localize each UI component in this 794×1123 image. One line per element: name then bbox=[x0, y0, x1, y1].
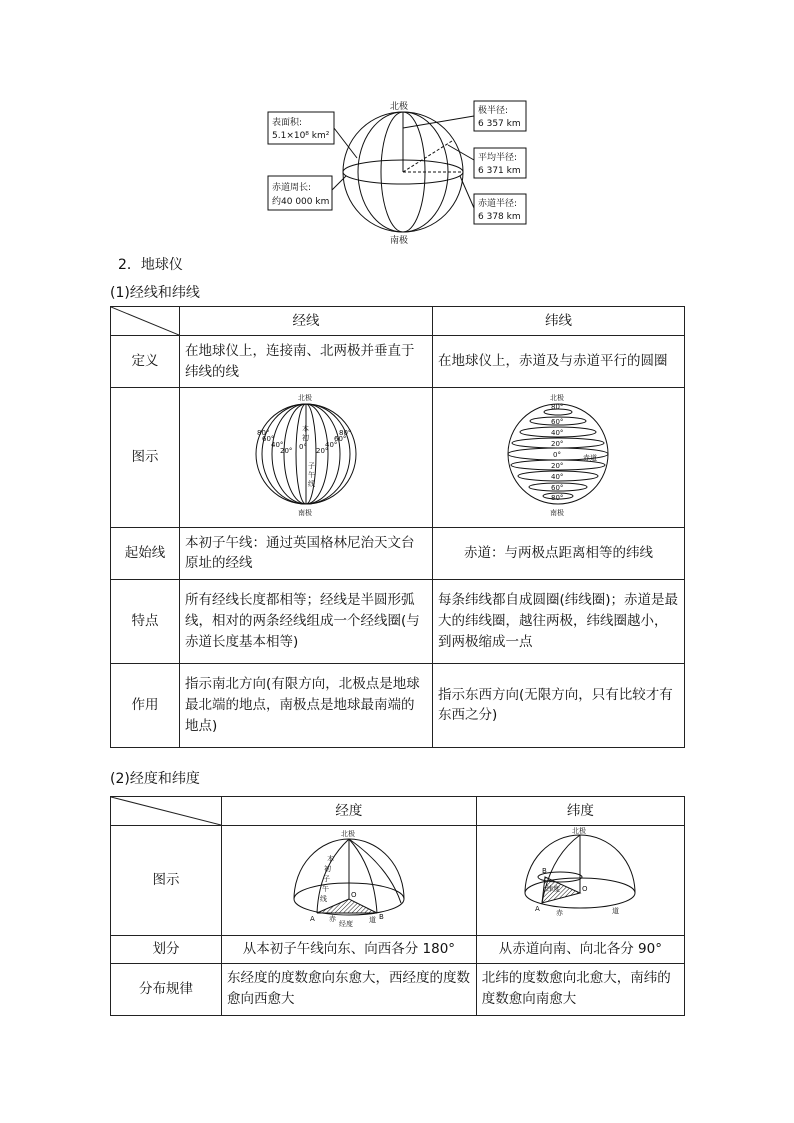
row-label-function: 作用 bbox=[111, 663, 180, 747]
longitude-latitude-table bbox=[110, 796, 685, 1016]
latitude-hemisphere-figure bbox=[520, 827, 640, 927]
longitude-distribution: 东经度的度数愈向东愈大，西经度的度数愈向西愈大 bbox=[222, 963, 477, 1015]
svg-text:20°: 20° bbox=[315, 447, 329, 455]
svg-text:60°: 60° bbox=[261, 435, 275, 443]
svg-text:40°: 40° bbox=[324, 441, 338, 449]
meridian-features: 所有经线长度都相等；经线是半圆形弧线，相对的两条经线组成一个经线圈(与赤道长度基本相等) bbox=[180, 579, 433, 663]
svg-text:午: 午 bbox=[321, 885, 329, 893]
col-header-parallel: 纬线 bbox=[432, 307, 684, 336]
svg-text:O: O bbox=[350, 891, 357, 899]
corner-cell bbox=[111, 307, 180, 336]
fig-equator-label: 赤道 bbox=[583, 454, 598, 462]
col-header-latitude: 纬度 bbox=[476, 797, 684, 826]
svg-text:40°: 40° bbox=[270, 441, 284, 449]
meridian-start-line: 本初子午线：通过英国格林尼治天文台原址的经线 bbox=[180, 527, 433, 579]
col-header-longitude: 经度 bbox=[222, 797, 477, 826]
meridian-figure-cell bbox=[180, 388, 433, 528]
earth-dimensions-figure bbox=[262, 98, 537, 246]
svg-text:北极: 北极 bbox=[340, 830, 355, 838]
svg-text:北极: 北极 bbox=[550, 394, 565, 402]
polar-radius-value: 6 357 km bbox=[478, 119, 521, 129]
svg-text:线: 线 bbox=[307, 480, 315, 488]
svg-text:本: 本 bbox=[326, 855, 334, 863]
svg-text:午: 午 bbox=[307, 471, 315, 479]
svg-text:0°: 0° bbox=[298, 443, 307, 451]
svg-text:初: 初 bbox=[323, 865, 331, 873]
south-pole-label: 南极 bbox=[390, 236, 409, 246]
svg-text:20°: 20° bbox=[551, 462, 564, 470]
svg-text:80°: 80° bbox=[551, 403, 564, 411]
equator-length-value: 约40 000 km bbox=[272, 197, 330, 207]
longitude-division: 从本初子午线向东、向西各分 180° bbox=[222, 935, 477, 963]
fig-north-label: 北极 bbox=[297, 394, 312, 402]
row-label-division: 划分 bbox=[111, 935, 222, 963]
section-title: 2．地球仪 bbox=[118, 257, 183, 273]
svg-text:B: B bbox=[378, 913, 384, 921]
svg-text:纬度: 纬度 bbox=[546, 885, 561, 893]
svg-text:O: O bbox=[582, 885, 588, 893]
svg-text:80°: 80° bbox=[551, 494, 564, 502]
svg-text:0°: 0° bbox=[553, 451, 562, 459]
polar-radius-label: 极半径: bbox=[478, 106, 509, 116]
svg-text:子: 子 bbox=[307, 462, 315, 470]
corner-cell-2 bbox=[111, 797, 222, 826]
svg-text:A: A bbox=[309, 915, 315, 923]
subsection-title-1: (1)经线和纬线 bbox=[110, 285, 200, 301]
equator-radius-label: 赤道半径: bbox=[478, 199, 518, 209]
svg-text:60°: 60° bbox=[333, 435, 347, 443]
svg-text:初: 初 bbox=[301, 434, 309, 442]
svg-text:赤: 赤 bbox=[328, 915, 336, 923]
meridian-parallel-table bbox=[110, 306, 685, 748]
svg-text:本: 本 bbox=[301, 425, 309, 433]
surface-area-value: 5.1×10⁸ km² bbox=[272, 131, 330, 141]
row-label-figure-2: 图示 bbox=[111, 826, 222, 936]
svg-text:80°: 80° bbox=[338, 429, 352, 437]
meridian-definition: 在地球仪上，连接南、北两极并垂直于纬线的线 bbox=[180, 336, 433, 388]
surface-area-label: 表面积: bbox=[272, 118, 303, 128]
svg-text:子: 子 bbox=[322, 875, 330, 883]
meridian-globe-figure bbox=[251, 391, 361, 517]
row-label-distribution: 分布规律 bbox=[111, 963, 222, 1015]
parallel-definition: 在地球仪上，赤道及与赤道平行的圆圈 bbox=[432, 336, 684, 388]
latitude-distribution: 北纬的度数愈向北愈大，南纬的度数愈向南愈大 bbox=[476, 963, 684, 1015]
row-label-definition: 定义 bbox=[111, 336, 180, 388]
parallel-globe-figure bbox=[503, 391, 613, 517]
longitude-hemisphere-figure bbox=[289, 827, 409, 927]
svg-text:20°: 20° bbox=[279, 447, 293, 455]
svg-text:B: B bbox=[542, 867, 548, 875]
mean-radius-label: 平均半径: bbox=[478, 153, 518, 163]
latitude-division: 从赤道向南、向北各分 90° bbox=[476, 935, 684, 963]
longitude-figure-cell bbox=[222, 826, 477, 936]
svg-text:60°: 60° bbox=[551, 484, 564, 492]
mean-radius-value: 6 371 km bbox=[478, 166, 521, 176]
row-label-start-line: 起始线 bbox=[111, 527, 180, 579]
svg-text:南极: 南极 bbox=[550, 509, 565, 517]
svg-text:经度: 经度 bbox=[338, 920, 353, 927]
latitude-figure-cell bbox=[476, 826, 684, 936]
svg-text:道: 道 bbox=[368, 916, 376, 924]
parallel-start-line: 赤道：与两极点距离相等的纬线 bbox=[432, 527, 684, 579]
row-label-figure: 图示 bbox=[111, 388, 180, 528]
fig-south-label: 南极 bbox=[297, 509, 312, 517]
svg-text:20°: 20° bbox=[551, 440, 564, 448]
meridian-function: 指示南北方向(有限方向，北极点是地球最北端的地点，南极点是地球最南端的地点) bbox=[180, 663, 433, 747]
parallel-features: 每条纬线都自成圆圈(纬线圈)；赤道是最大的纬线圈，越往两极，纬线圈越小，到两极缩成一点 bbox=[432, 579, 684, 663]
svg-text:40°: 40° bbox=[551, 429, 564, 437]
subsection-title-2: (2)经度和纬度 bbox=[110, 771, 200, 787]
parallel-function: 指示东西方向(无限方向，只有比较才有东西之分) bbox=[432, 663, 684, 747]
svg-text:赤: 赤 bbox=[556, 909, 564, 917]
svg-text:60°: 60° bbox=[551, 418, 564, 426]
equator-length-label: 赤道周长: bbox=[272, 183, 312, 193]
svg-text:A: A bbox=[535, 905, 541, 913]
north-pole-label: 北极 bbox=[390, 102, 409, 112]
row-label-features: 特点 bbox=[111, 579, 180, 663]
equator-radius-value: 6 378 km bbox=[478, 212, 521, 222]
parallel-figure-cell bbox=[432, 388, 684, 528]
svg-text:道: 道 bbox=[612, 907, 620, 915]
svg-text:80°: 80° bbox=[256, 429, 270, 437]
col-header-meridian: 经线 bbox=[180, 307, 433, 336]
svg-text:北极: 北极 bbox=[572, 827, 587, 835]
svg-text:40°: 40° bbox=[551, 473, 564, 481]
svg-text:线: 线 bbox=[319, 895, 327, 903]
